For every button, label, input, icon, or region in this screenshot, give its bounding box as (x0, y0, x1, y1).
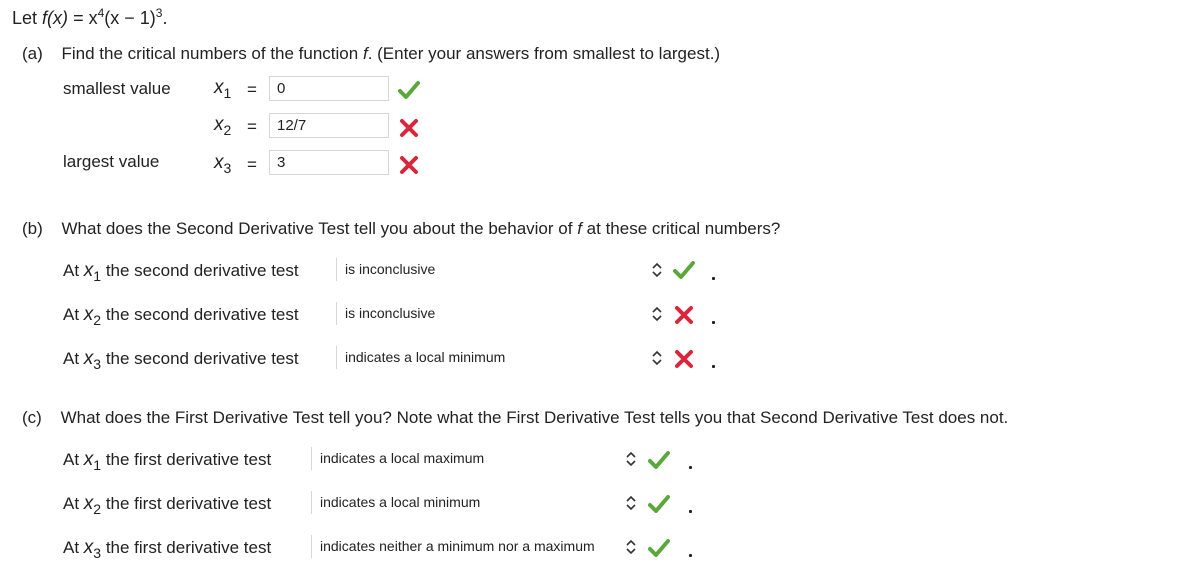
period-dot (689, 510, 692, 513)
up-down-chevron-icon[interactable] (651, 349, 663, 367)
var-x: x (83, 260, 94, 281)
var-sub: 3 (93, 545, 102, 561)
at-text: At (63, 538, 80, 557)
x1-answer-field[interactable]: 0 (269, 76, 389, 101)
largest-value-label: largest value (63, 152, 160, 171)
select-value: indicates neither a minimum nor a maximum (320, 538, 595, 554)
at-text: At (63, 450, 80, 469)
var-x: x (83, 449, 94, 470)
var-x: x (83, 537, 94, 558)
select-value: is inconclusive (345, 305, 436, 321)
var-sub: 2 (93, 501, 102, 517)
part-a-prompt-post: . (Enter your answers from smallest to largest.) (367, 44, 721, 63)
part-a-heading (22, 44, 720, 64)
exponent-4: 4 (97, 6, 105, 20)
equals-sign: = (247, 117, 257, 136)
let-text: Let (12, 8, 38, 28)
x1-variable (214, 77, 231, 99)
part-b-heading (22, 219, 780, 239)
var-x: x (214, 77, 224, 98)
smallest-value-label: smallest value (63, 79, 171, 98)
at-text: At (63, 349, 80, 368)
check-icon (673, 260, 695, 280)
check-icon (648, 450, 670, 470)
part-b-label: (b) (22, 219, 43, 238)
x-mark-icon (673, 305, 695, 325)
up-down-chevron-icon[interactable] (625, 450, 637, 468)
x3-answer-field[interactable]: 3 (269, 150, 389, 175)
var-sub: 1 (93, 268, 102, 284)
part-b-row-2-label (63, 304, 299, 326)
part-c-row-1-label (63, 449, 271, 471)
part-c-row-1-select[interactable] (311, 447, 631, 470)
period-dot (712, 365, 715, 368)
up-down-chevron-icon[interactable] (625, 494, 637, 512)
part-c-row-2-label (63, 493, 271, 515)
function-eq: = x (73, 8, 98, 28)
part-a-prompt: Find the critical numbers of the function (61, 44, 359, 63)
period-dot (712, 277, 715, 280)
part-b-f: f (577, 219, 582, 238)
x-mark-icon (398, 155, 420, 175)
var-sub: 1 (223, 85, 232, 101)
part-c-row-2-select[interactable] (311, 491, 631, 514)
x3-variable (214, 152, 231, 174)
part-b-row-1-select[interactable] (336, 258, 656, 281)
var-sub: 2 (223, 122, 232, 138)
part-a-f: f (362, 44, 368, 63)
period-dot (689, 466, 692, 469)
check-icon (648, 538, 670, 558)
x-mark-icon (673, 349, 695, 369)
part-b-prompt: What does the Second Derivative Test tell you about the behavior of (61, 219, 573, 238)
x2-answer-field[interactable]: 12/7 (269, 113, 389, 138)
var-x: x (214, 152, 224, 173)
part-c-label: (c) (22, 408, 42, 427)
var-x: x (214, 114, 224, 135)
check-icon (398, 80, 420, 100)
equals-sign: = (247, 155, 257, 174)
part-b-row-2-select[interactable] (336, 302, 656, 325)
function-name: f(x) (42, 8, 69, 28)
part-b-row-1-label (63, 260, 299, 282)
part-c-row-3-label (63, 537, 271, 559)
row-text: the first derivative test (105, 538, 272, 557)
var-x: x (83, 304, 94, 325)
var-sub: 2 (93, 312, 102, 328)
var-sub: 3 (93, 356, 102, 372)
var-x: x (83, 493, 94, 514)
var-x: x (83, 348, 94, 369)
select-value: indicates a local minimum (320, 494, 481, 510)
select-value: is inconclusive (345, 261, 436, 277)
var-sub: 1 (93, 457, 102, 473)
check-icon (648, 494, 670, 514)
part-c-prompt: What does the First Derivative Test tell you? Note what the First Derivative Test tells you that Second Derivative Test does not. (60, 408, 1009, 427)
period-dot (712, 321, 715, 324)
function-paren: (x − 1) (104, 8, 156, 28)
up-down-chevron-icon[interactable] (651, 261, 663, 279)
equals-sign: = (247, 80, 257, 99)
select-value: indicates a local maximum (320, 450, 485, 466)
row-text: the second derivative test (105, 305, 299, 324)
part-c-row-3-select[interactable] (311, 535, 631, 558)
x2-variable (214, 114, 231, 136)
at-text: At (63, 494, 80, 513)
part-b-prompt-post: at these critical numbers? (586, 219, 781, 238)
var-sub: 3 (223, 160, 232, 176)
row-text: the second derivative test (105, 349, 299, 368)
up-down-chevron-icon[interactable] (625, 538, 637, 556)
problem-statement (12, 6, 167, 29)
period: . (162, 8, 168, 28)
x-mark-icon (398, 118, 420, 138)
at-text: At (63, 261, 80, 280)
exponent-3: 3 (155, 6, 163, 20)
select-value: indicates a local minimum (345, 349, 506, 365)
row-text: the second derivative test (105, 261, 299, 280)
up-down-chevron-icon[interactable] (651, 305, 663, 323)
at-text: At (63, 305, 80, 324)
row-text: the first derivative test (105, 494, 272, 513)
period-dot (689, 554, 692, 557)
part-c-heading (22, 408, 1008, 428)
part-b-row-3-label (63, 348, 299, 370)
row-text: the first derivative test (105, 450, 272, 469)
part-a-label: (a) (22, 44, 43, 63)
part-b-row-3-select[interactable] (336, 346, 656, 369)
